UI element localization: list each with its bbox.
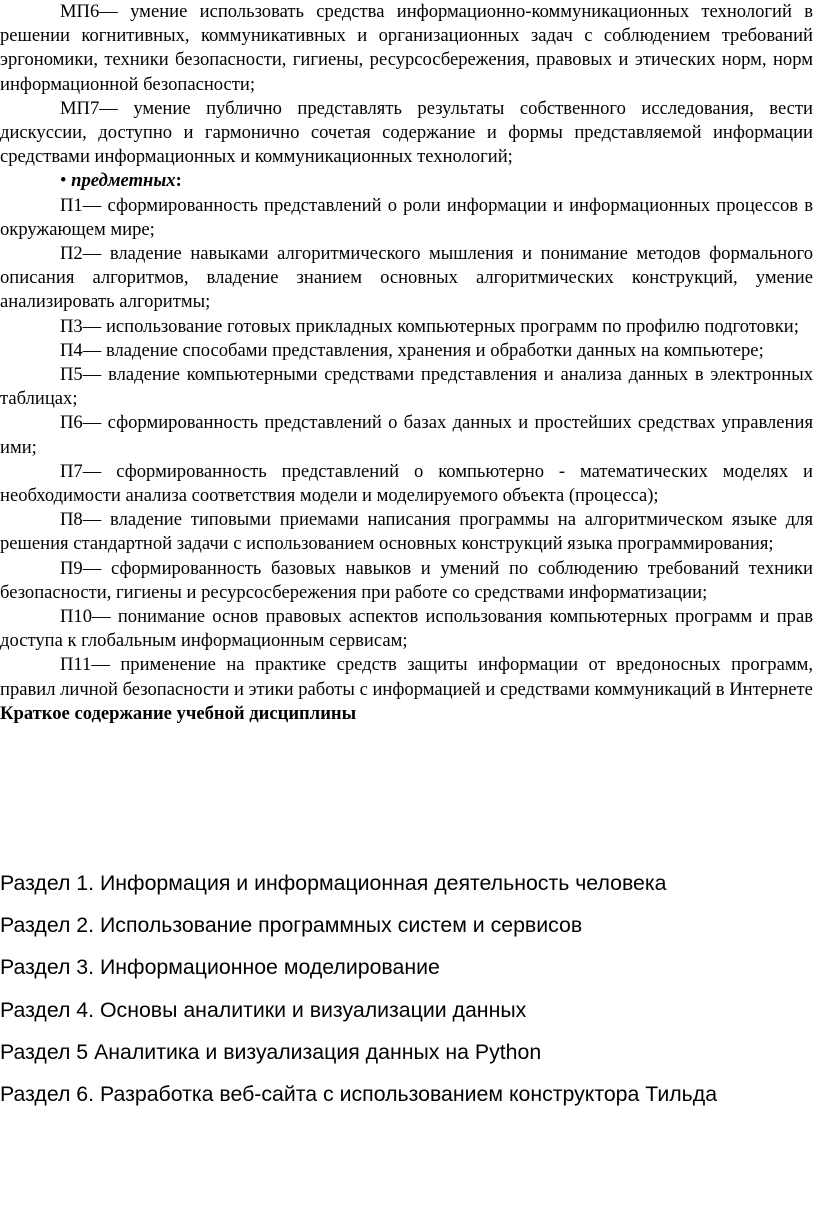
section-item-2: Раздел 2. Использование программных систем и сервисов (0, 913, 583, 938)
paragraph-p5: П5–– владение компьютерными средствами представления и анализа данных в электронных таблицах; (0, 364, 813, 410)
bullet-colon: : (175, 170, 182, 192)
paragraph-p9: П9–– сформированность базовых навыков и умений по соблюдению требований техники безопасности, гигиены и ресурсосбережения при работе со средствами информатизации; (0, 557, 813, 603)
section-heading: Краткое содержание учебной дисциплины (0, 702, 357, 724)
bullet-marker: • (60, 170, 67, 192)
paragraph-mp6: МП6–– умение использовать средства информационно-коммуникационных технологий в решении когнитивных, коммуникативных и организационных задач с соблюдением требований эргономики, техники безопасности, гигиены, ресурсосбережения, правовых и этических норм, норм информационной безопасности; (0, 1, 813, 95)
section-item-1: Раздел 1. Информация и информационная деятельность человека (0, 871, 667, 895)
section-item-4: Раздел 4. Основы аналитики и визуализации данных (0, 997, 527, 1022)
paragraph-p4: П4–– владение способами представления, хранения и обработки данных на компьютере; (60, 339, 764, 361)
paragraph-p11: П11–– применение на практике средств защиты информации от вредоносных программ, правил личной безопасности и этики работы с информацией и средствами коммуникаций в Интернете (0, 654, 813, 700)
paragraph-p2: П2–– владение навыками алгоритмического мышления и понимание методов формального описания алгоритмов, владение знанием основных алгоритмических конструкций, умение анализировать алгоритмы; (0, 243, 813, 313)
section-item-6: Раздел 6. Разработка веб-сайта с использованием конструктора Тильда (0, 1082, 718, 1107)
paragraph-p3: П3–– использование готовых прикладных компьютерных программ по профилю подготовки; (60, 315, 799, 337)
paragraph-p6: П6–– сформированность представлений о базах данных и простейших средствах управления ими; (0, 412, 813, 458)
paragraph-p1: П1–– сформированность представлений о роли информации и информационных процессов в окружающем мире; (0, 194, 813, 240)
section-item-3: Раздел 3. Информационное моделирование (0, 955, 440, 980)
paragraph-p7: П7–– сформированность представлений о компьютерно - математических моделях и необходимости анализа соответствия модели и моделируемого объекта (процесса); (0, 460, 813, 507)
section-list (0, 862, 813, 1115)
paragraph-p10: П10–– понимание основ правовых аспектов использования компьютерных программ и прав доступа к глобальным информационным сервисам; (0, 606, 813, 652)
bullet-label: предметных (71, 170, 176, 192)
paragraph-mp7: МП7–– умение публично представлять результаты собственного исследования, вести дискуссии, доступно и гармонично сочетая содержание и формы представляемой информации средствами информационных и коммуникационных технологий; (0, 97, 813, 168)
paragraph-p8: П8–– владение типовыми приемами написания программы на алгоритмическом языке для решения стандартной задачи с использованием основных конструкций языка программирования; (0, 509, 813, 555)
section-item-5: Раздел 5 Аналитика и визуализация данных на Python (0, 1039, 542, 1064)
subject-results-bullet (0, 169, 813, 193)
